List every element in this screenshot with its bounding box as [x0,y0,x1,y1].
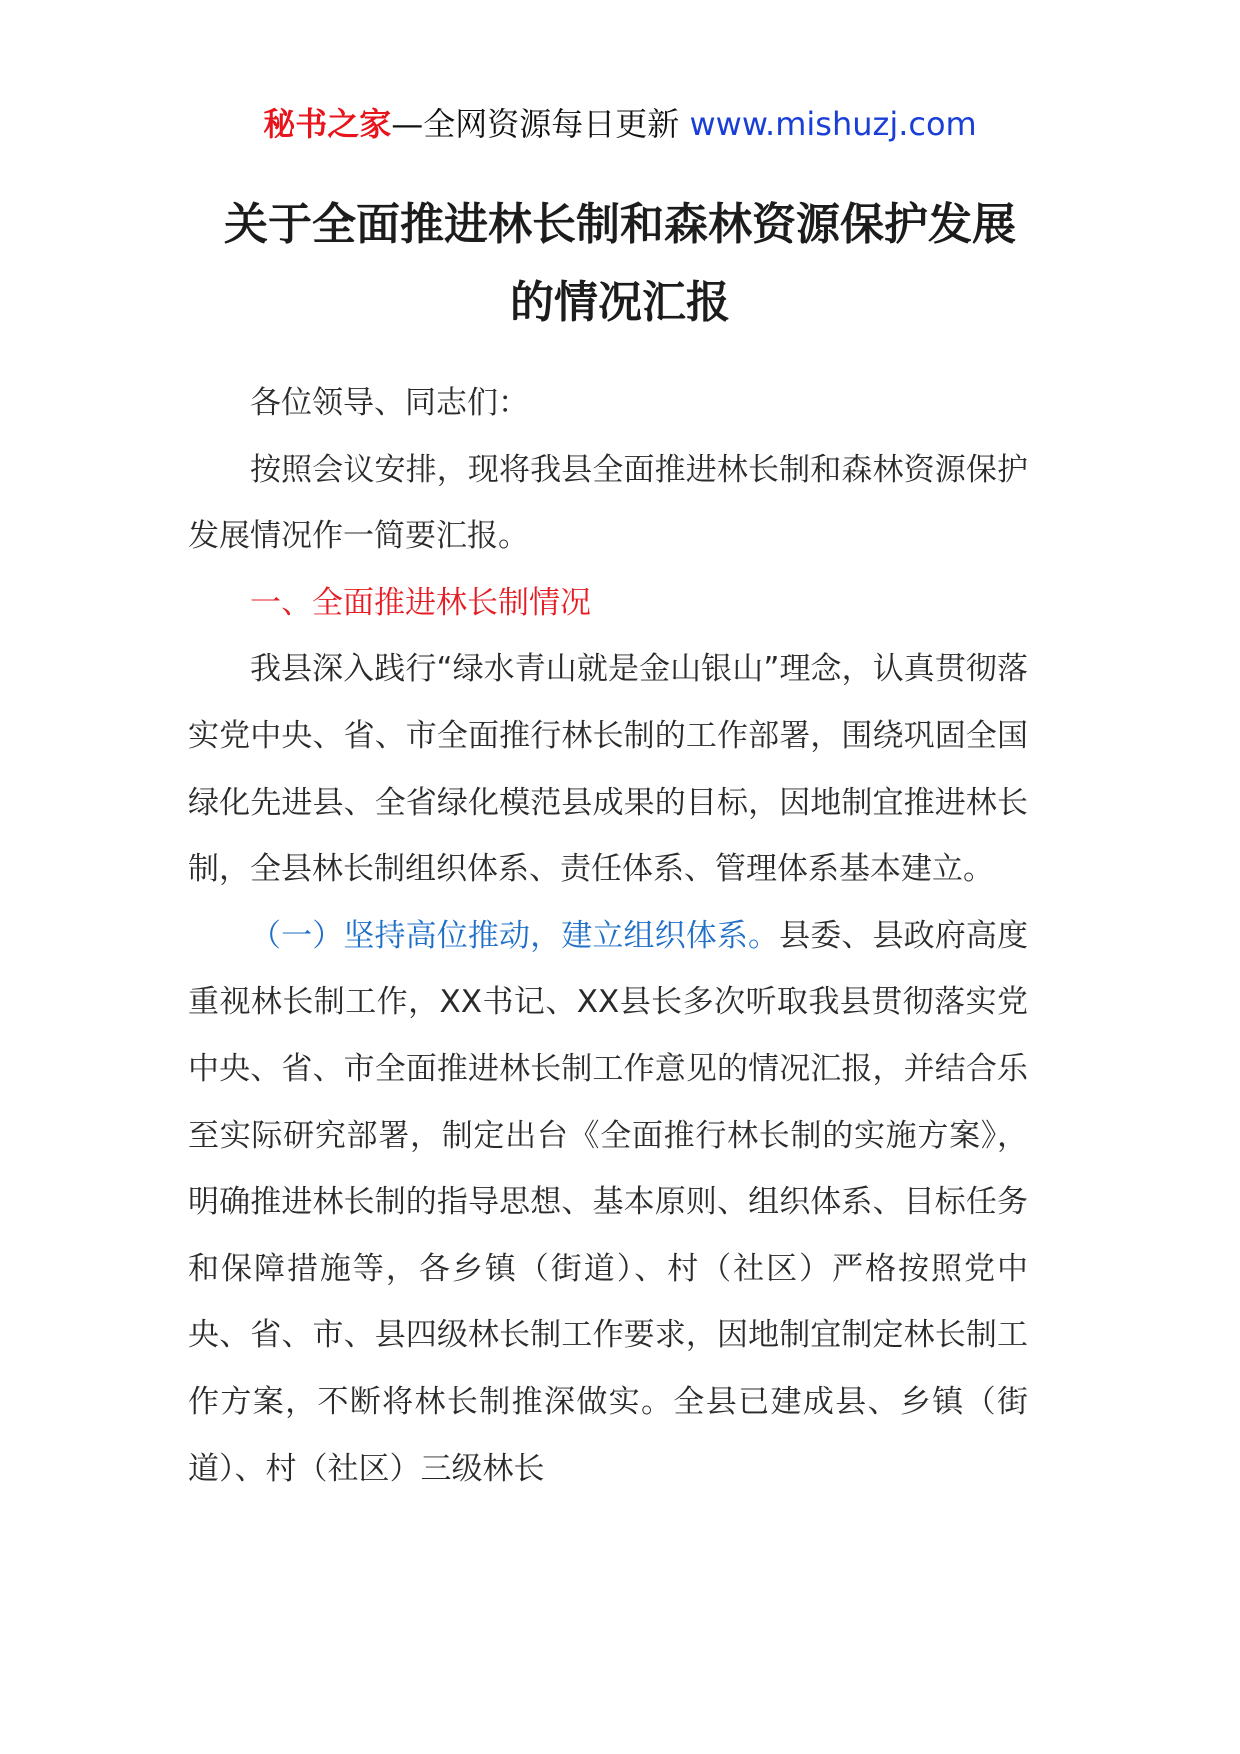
site-header [0,102,1240,146]
section-1-paragraph: 我县深入践行“绿水青山就是金山银山”理念，认真贯彻落实党中央、省、市全面推行林长制的工作部署，围绕巩固全国绿化先进县、全省绿化模范县成果的目标，因地制宜推进林长制，全县林长制组织体系、责任体系、管理体系基本建立。 [188,651,1028,888]
header-slogan: —全网资源每日更新 [391,105,690,143]
section-heading-1: 一、全面推进林长制情况 [250,584,591,621]
title-line-1: 关于全面推进林长制和森林资源保护发展 [224,199,1016,250]
intro-paragraph: 按照会议安排，现将我县全面推进林长制和森林资源保护发展情况作一简要汇报。 [188,451,1028,555]
subsection-1-paragraph [188,903,1028,1502]
salutation: 各位领导、同志们： [250,385,529,421]
title-line-2: 的情况汇报 [510,277,730,328]
brand-name: 秘书之家 [263,105,392,143]
subsection-1-text: 县委、县政府高度重视林长制工作，XX书记、XX县长多次听取我县贯彻落实党中央、省、市全面推进林长制工作意见的情况汇报，并结合乐至实际研究部署，制定出台《全面推行林长制的实施方案》，明确推进林长制的指导思想、基本原则、组织体系、目标任务和保障措施等，各乡镇（街道）、村（社区）严格按照党中央、省、市、县四级林长制工作要求，因地制宜制定林长制工作方案，不断将林长制推深做实。全县已建成县、乡镇（街道）、村（社区）三级林长 [188,917,1028,1487]
document-title [0,186,1240,342]
subsection-heading-1: （一）坚持高位推动，建立组织体系。 [250,917,780,954]
site-url-link[interactable]: www.mishuzj.com [689,105,977,143]
document-body [188,370,1028,1502]
